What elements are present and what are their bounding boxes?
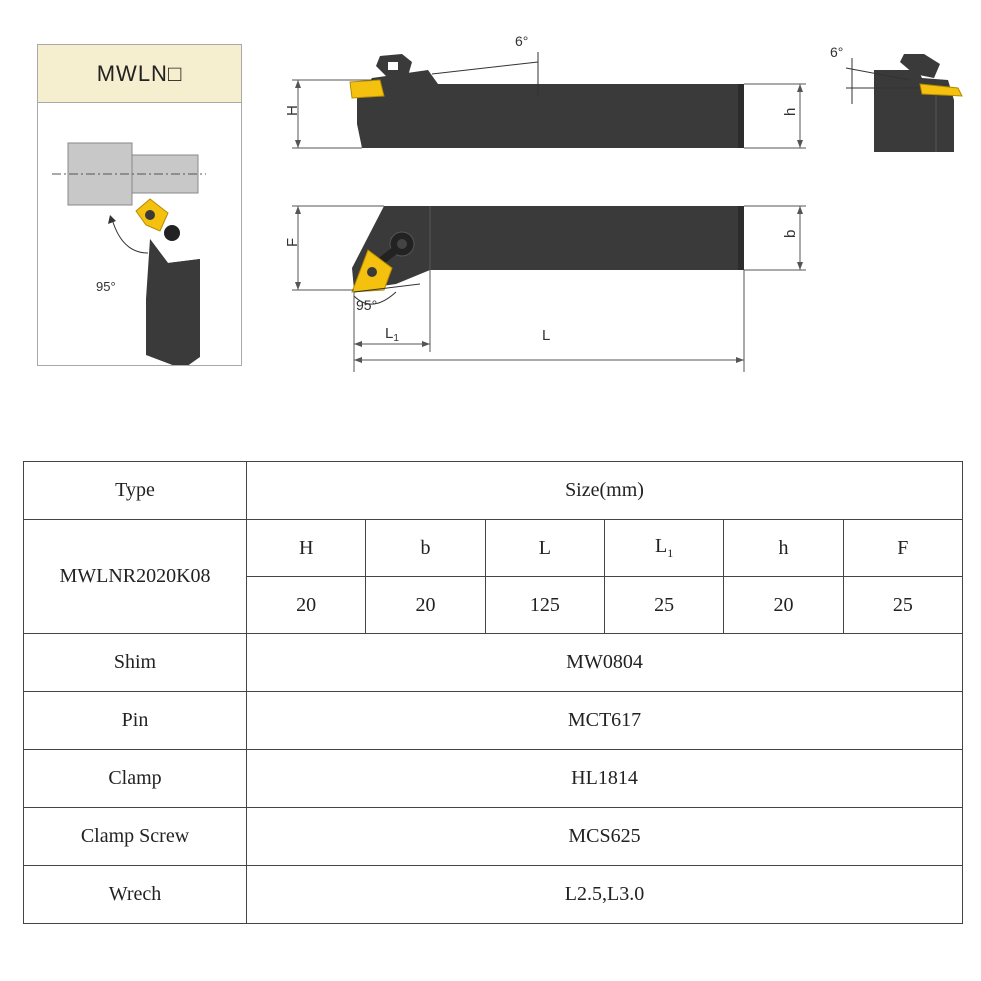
size-header: Size(mm) [247, 462, 963, 520]
dim-label-sub: 1 [667, 546, 674, 560]
side-view-clamp-notch [388, 62, 398, 70]
part-value: L2.5,L3.0 [247, 866, 963, 924]
dim-label: b [420, 536, 431, 559]
part-value: MCT617 [247, 692, 963, 750]
top-view-clamp-screw-center [397, 239, 407, 249]
side-view-angle-line [432, 62, 538, 74]
dim-value: 20 [247, 577, 366, 634]
dim-L1-arrow-right [422, 341, 430, 347]
part-label: Wrech [24, 866, 247, 924]
part-label: Clamp Screw [24, 808, 247, 866]
dim-L-label: L [542, 327, 551, 344]
dim-F-arrow-bottom [295, 282, 301, 290]
side-view-body [357, 70, 744, 148]
end-view-body [874, 70, 954, 152]
dim-label-row [24, 520, 963, 577]
dim-L1-arrow-left [354, 341, 362, 347]
dim-label-cell [843, 520, 962, 577]
dim-label: L [538, 536, 551, 559]
card-angle-label: 95° [96, 279, 116, 294]
dim-b-arrow-top [797, 206, 803, 214]
dim-h-label: h [782, 107, 799, 116]
dim-value: 25 [843, 577, 962, 634]
table-row [24, 692, 963, 750]
dim-label-cell [485, 520, 604, 577]
dim-L1-label [385, 325, 399, 344]
dim-label: H [298, 536, 314, 559]
dim-L-arrow-right [736, 357, 744, 363]
part-value: MCS625 [247, 808, 963, 866]
dim-value: 125 [485, 577, 604, 634]
end-view [830, 44, 962, 152]
dim-L1-main: L [385, 325, 394, 342]
side-view-insert [350, 80, 384, 98]
table-row [24, 634, 963, 692]
top-view-end-shade [738, 206, 744, 270]
spec-table [23, 461, 963, 924]
part-value: MW0804 [247, 634, 963, 692]
dim-H-arrow-top [295, 80, 301, 88]
part-label: Shim [24, 634, 247, 692]
dim-label-cell [247, 520, 366, 577]
side-view-end-shade [738, 84, 744, 148]
dim-label: L [655, 535, 668, 557]
dim-F-arrow-top [295, 206, 301, 214]
end-view-insert [920, 84, 962, 96]
dim-label-cell [724, 520, 843, 577]
type-header: Type [24, 462, 247, 520]
part-label: Pin [24, 692, 247, 750]
top-view-insert-hole-icon [367, 267, 377, 277]
table-header-row [24, 462, 963, 520]
dim-L1-sub: 1 [393, 333, 399, 344]
side-view [284, 33, 806, 148]
dim-label-cell [604, 520, 723, 577]
table-row [24, 808, 963, 866]
dim-h-arrow-top [797, 84, 803, 92]
dim-F-label: F [284, 237, 301, 247]
dim-b-label: b [782, 229, 799, 238]
side-view-angle-label: 6° [515, 33, 529, 49]
dim-value: 25 [604, 577, 723, 634]
technical-drawing [0, 0, 981, 420]
dim-value: 20 [366, 577, 485, 634]
dim-h-arrow-bottom [797, 140, 803, 148]
dim-L-arrow-left [354, 357, 362, 363]
top-view-body [430, 206, 744, 270]
dim-label: h [778, 536, 789, 559]
dim-H-arrow-bottom [295, 140, 301, 148]
dim-b-arrow-bottom [797, 262, 803, 270]
part-label: Clamp [24, 750, 247, 808]
dim-label: F [897, 536, 909, 559]
end-view-angle-label: 6° [830, 44, 844, 60]
top-view [284, 206, 806, 372]
dim-value: 20 [724, 577, 843, 634]
dim-label-cell [366, 520, 485, 577]
type-value: MWLNR2020K08 [24, 520, 247, 634]
part-value: HL1814 [247, 750, 963, 808]
dim-H-label: H [284, 105, 301, 116]
table-row [24, 750, 963, 808]
table-row [24, 866, 963, 924]
card-title: MWLN□ [38, 45, 241, 103]
top-view-angle-label: 95° [356, 297, 378, 313]
